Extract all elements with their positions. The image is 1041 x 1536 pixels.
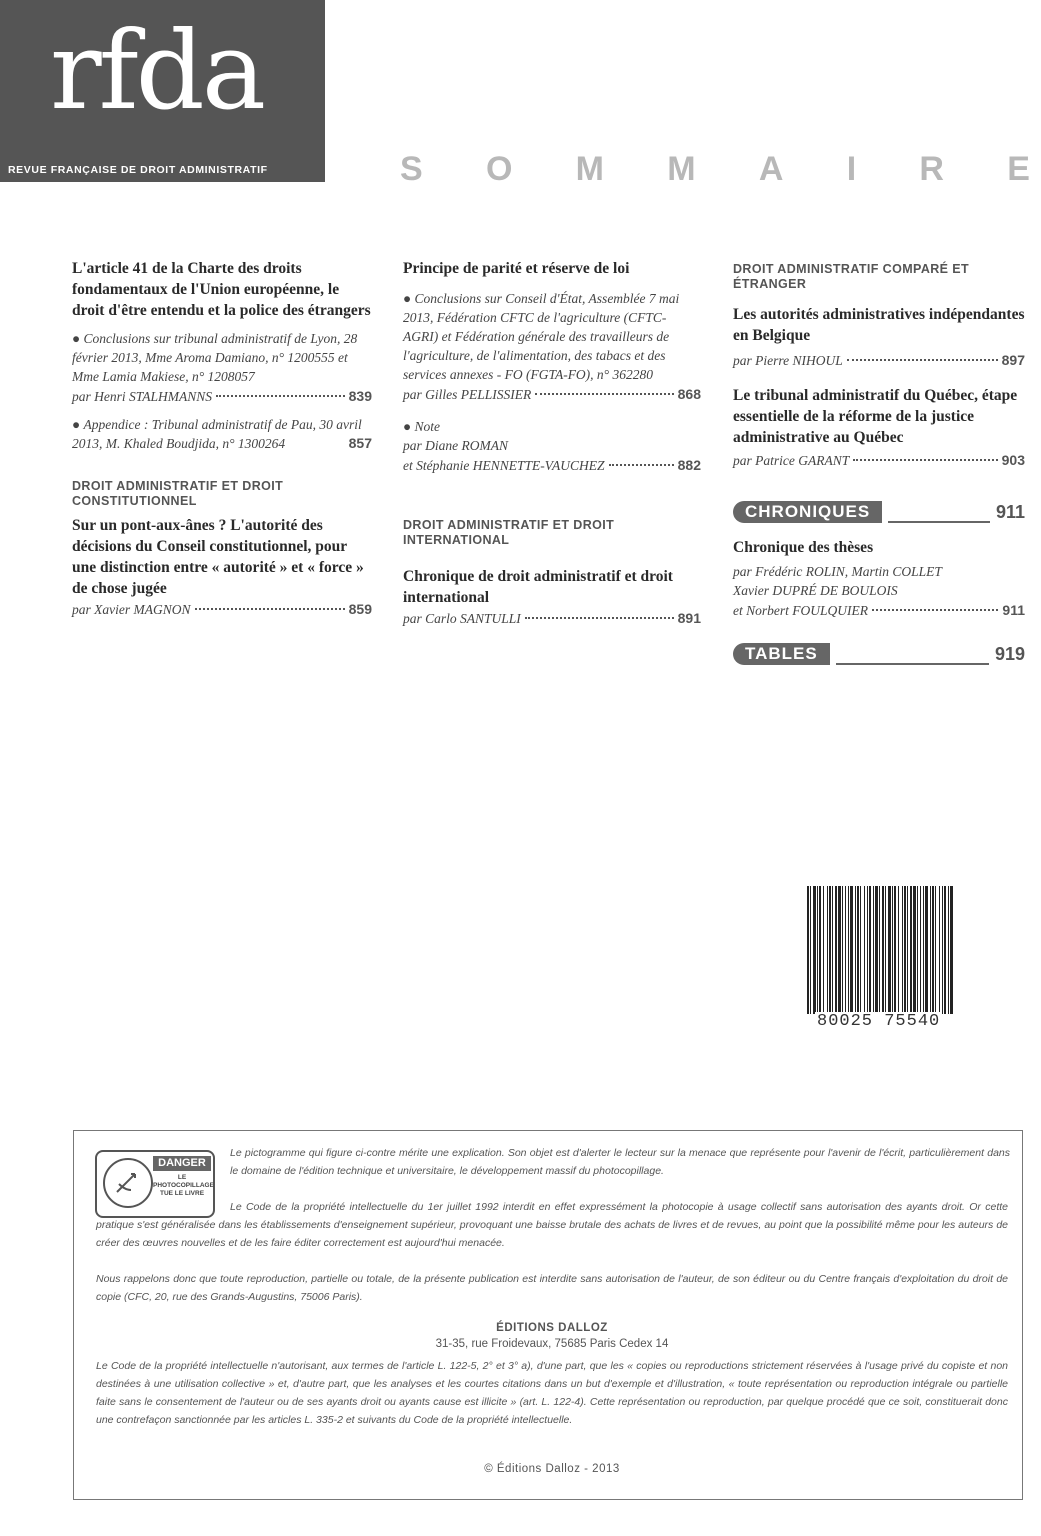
danger-label: DANGER [153, 1156, 211, 1171]
barcode-bar [879, 886, 880, 1014]
publisher-name: ÉDITIONS DALLOZ [496, 1322, 608, 1334]
notice-paragraph: Le Code de la propriété intellectuelle n'autorisant, aux termes de l'article L. 122-5, 2° et 3° a), d'une part, que les « copies ou reproductions strictement réservées à l'usage privé du copiste et non destinées à une utilisation collective » et, d'autre part, que les analyses et les courtes citations dans un but d'exemple et d'illustration, « toute représentation ou reproduction intégrale ou partielle faite sans le consentement de l'auteur ou de ses ayants droit ou ayants cause est illicite » (art. L. 122-4). Cette représentation ou reproduction, par quelque procédé que ce soit, constituerait donc une contrefaçon sanctionnée par les articles L. 335-2 et suivants du Code de la propriété intellectuelle. [96, 1360, 1008, 1426]
author-line [72, 386, 372, 407]
author-name: par Gilles PELLISSIER [403, 387, 532, 402]
copyright-line: © Éditions Dalloz - 2013 [484, 1463, 620, 1475]
leader-dots [535, 393, 673, 395]
leader-dots [847, 359, 998, 361]
barcode-bar [944, 886, 946, 1014]
copyright-notice-box [73, 1130, 1023, 1500]
author-name: et Norbert FOULQUIER [733, 603, 868, 618]
leader-dots [609, 464, 674, 466]
barcode-bar [875, 886, 878, 1014]
barcode-bar [817, 886, 818, 1014]
barcode-bar [923, 886, 924, 1014]
section-rule [888, 521, 990, 523]
author-line [72, 599, 372, 620]
barcode-bar [894, 886, 896, 1014]
barcode-bar [935, 886, 936, 1014]
author-line [403, 608, 701, 629]
section-rule [836, 663, 989, 665]
barcode-bar [920, 886, 921, 1014]
page-number[interactable]: 911 [1002, 602, 1025, 618]
barcode-number: 80025 75540 [817, 1012, 941, 1031]
article-title[interactable]: Chronique des thèses [733, 539, 874, 556]
barcode-bar [885, 886, 886, 1014]
barcode-bar [845, 886, 846, 1014]
author-name: par Carlo SANTULLI [403, 611, 521, 626]
barcode-bar [904, 886, 906, 1014]
author-name: par Henri STALHMANNS [72, 389, 213, 404]
barcode-bar [910, 886, 912, 1014]
leader-dots [216, 395, 345, 397]
barcode-bar [850, 886, 853, 1014]
barcode-bar [838, 886, 841, 1014]
barcode-bar [835, 886, 837, 1014]
sommaire-heading [400, 150, 1030, 189]
article-title[interactable]: Principe de parité et réserve de loi [403, 260, 630, 277]
chroniques-section-bar[interactable] [733, 501, 1025, 523]
author-name: par Patrice GARANT [733, 453, 850, 468]
article-title[interactable]: Chronique de droit administratif et droit international [403, 568, 673, 606]
barcode-bar [857, 886, 859, 1014]
sommaire-letter: M [667, 150, 696, 188]
article-entry: ● Conclusions sur tribunal administratif de Lyon, 28 février 2013, Mme Aroma Damiano, n° 1200555 et Mme Lamia Makiese, n° 1208057 [72, 331, 358, 384]
page-number[interactable]: 897 [1001, 352, 1025, 368]
author-line [733, 600, 1025, 621]
leader-dots [195, 608, 345, 610]
toc-column-3 [733, 258, 1025, 665]
article-title[interactable]: L'article 41 de la Charte des droits fondamentaux de l'Union européenne, le droit d'être entendu et la police des étrangers [72, 260, 371, 319]
barcode-bar [917, 886, 918, 1014]
barcode-bar [948, 886, 949, 1014]
sommaire-letter: I [846, 150, 857, 188]
page-number[interactable]: 859 [348, 601, 372, 617]
barcode-bar [907, 886, 908, 1014]
author-name: par Xavier MAGNON [72, 602, 191, 617]
page-number[interactable]: 868 [677, 386, 701, 402]
notice-paragraph: Le pictogramme qui figure ci-contre mérite une explication. Son objet est d'alerter le lecteur sur la menace que représente pour l'avenir de l'écrit, particulièrement dans le domaine de l'édition technique et universitaire, le développement massif du photocopillage. [230, 1147, 1010, 1177]
page-number[interactable]: 891 [677, 610, 701, 626]
barcode-bar [932, 886, 934, 1014]
leader-dots [525, 617, 674, 619]
barcode-bar [869, 886, 871, 1014]
barcode-bar [813, 886, 816, 1014]
barcode-bar [913, 886, 916, 1014]
author-line [403, 384, 701, 405]
barcode-bar [864, 886, 865, 1014]
article-title[interactable]: Sur un pont-aux-ânes ? L'autorité des décisions du Conseil constitutionnel, pour une distinction entre « autorité » et « force » de chose jugée [72, 517, 364, 597]
author-line [733, 450, 1025, 471]
author-line [733, 350, 1025, 371]
barcode-bar [860, 886, 861, 1014]
barcode-bar [902, 886, 903, 1014]
barcode-bar [867, 886, 868, 1014]
section-heading: DROIT ADMINISTRATIF ET DROIT CONSTITUTIONNEL [72, 479, 284, 508]
barcode-bar [888, 886, 891, 1014]
sommaire-letter: S [400, 150, 423, 188]
barcode-bar [892, 886, 893, 1014]
barcode-bar [810, 886, 811, 1014]
barcode-bar [823, 886, 824, 1014]
tables-page: 919 [994, 643, 1025, 664]
barcode-bar [807, 886, 809, 1014]
journal-logo: rfda [50, 9, 264, 134]
sommaire-letter: R [919, 150, 944, 188]
tables-label: TABLES [733, 643, 830, 665]
article-title[interactable]: Le tribunal administratif du Québec, étape essentielle de la réforme de la justice administrative au Québec [733, 387, 1018, 446]
sommaire-letter: O [485, 150, 513, 188]
barcode-bar [842, 886, 843, 1014]
barcode-bar [848, 886, 849, 1014]
article-entry: ● Note [403, 419, 441, 434]
toc-column-1 [72, 258, 372, 620]
author-line [403, 455, 701, 476]
chroniques-label: CHRONIQUES [733, 501, 882, 523]
barcode-bar [829, 886, 831, 1014]
page-number[interactable]: 857 [348, 435, 372, 451]
barcode-bar [939, 886, 940, 1014]
leader-dots [853, 459, 997, 461]
author-name: par Frédéric ROLIN, Martin COLLET [733, 564, 942, 579]
barcode-bar [855, 886, 856, 1014]
barcode-bar [950, 886, 953, 1014]
barcode-bar [925, 886, 928, 1014]
section-heading: DROIT ADMINISTRATIF COMPARÉ ET ÉTRANGER [733, 262, 970, 291]
publisher-address: 31-35, rue Froidevaux, 75685 Paris Cedex 14 [435, 1338, 669, 1350]
sommaire-letter: A [758, 150, 784, 188]
danger-caption: LE PHOTOCOPILLAGE TUE LE LIVRE [153, 1174, 214, 1197]
barcode-bar [819, 886, 821, 1014]
article-entry: ● Conclusions sur Conseil d'État, Assemblée 7 mai 2013, Fédération CFTC de l'agriculture (CFTC-AGRI) et Fédération générale des travailleurs de l'agriculture, de l'alimentation, des tabacs et des services annexes - FO (FGTA-FO), n° 362280 [403, 291, 680, 382]
barcode-bar [832, 886, 833, 1014]
sommaire-letter: E [1007, 150, 1030, 188]
barcode-bar [898, 886, 899, 1014]
author-name: et Stéphanie HENNETTE-VAUCHEZ [403, 458, 605, 473]
journal-subtitle: REVUE FRANÇAISE DE DROIT ADMINISTRATIF [8, 164, 268, 176]
notice-paragraph: Nous rappelons donc que toute reproduction, partielle ou totale, de la présente publication est interdite sans autorisation de l'auteur, de son éditeur ou du Centre français d'exploitation du droit de copie (CFC, 20, rue des Grands-Augustins, 75006 Paris). [96, 1273, 1008, 1303]
sommaire-letter: M [575, 150, 604, 188]
barcode-bar [942, 886, 943, 1014]
barcode-bar [827, 886, 828, 1014]
page-number[interactable]: 839 [348, 388, 372, 404]
barcode-bar [882, 886, 884, 1014]
article-title[interactable]: Les autorités administratives indépendantes en Belgique [733, 306, 1025, 344]
author-name: Xavier DUPRÉ DE BOULOIS [733, 583, 898, 598]
author-name: par Diane ROMAN [403, 438, 508, 453]
page-number[interactable]: 882 [677, 457, 701, 473]
leader-dots [872, 609, 998, 611]
author-name: par Pierre NIHOUL [733, 353, 843, 368]
barcode-bar [930, 886, 931, 1014]
toc-column-2 [403, 258, 701, 629]
barcode-bar [873, 886, 874, 1014]
notice-paragraph: Le Code de la propriété intellectuelle du 1er juillet 1992 interdit en effet expressément la photocopie à usage collectif sans autorisation des ayants droit. Or cette pratique s'est généralisée dans les établissements d'enseignement supérieur, provoquant une baisse brutale des achats de livres et de revues, au point que la possibilité même pour les auteurs de créer des œuvres nouvelles et de les faire éditer correctement est aujourd'hui menacée. [96, 1201, 1008, 1249]
page-number[interactable]: 903 [1001, 452, 1025, 468]
section-heading: DROIT ADMINISTRATIF ET DROIT INTERNATIONAL [403, 518, 615, 547]
tables-section-bar[interactable] [733, 643, 1025, 665]
chroniques-page: 911 [995, 501, 1025, 522]
article-entry: ● Appendice : Tribunal administratif de Pau, 30 avril 2013, M. Khaled Boudjida, n° 1300264 [72, 417, 362, 451]
